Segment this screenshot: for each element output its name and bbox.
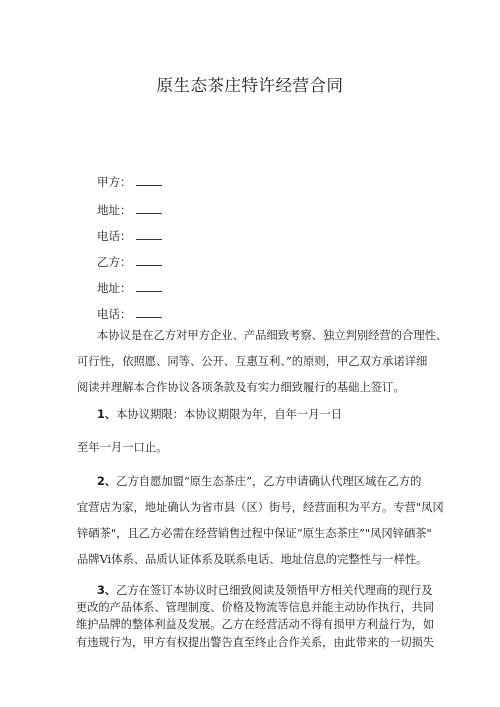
party-b-blank (136, 256, 162, 266)
clause-1-text: 本协议期限：本协议期限为年，自年一月一日 (116, 408, 343, 421)
clause-1-continuation: 至年一月一口止。 (77, 441, 168, 454)
clause-3-text: 乙方在签订本协议时已细致阅读及领悟甲方相关代理商的现行及 (116, 584, 433, 597)
party-a-phone-field (97, 228, 162, 244)
clause-1-number: 1、 (97, 408, 117, 421)
party-b-address-label: 地址： (97, 281, 132, 295)
party-b-phone-label: 电话： (97, 307, 132, 321)
clause-1 (97, 406, 342, 422)
party-a-phone-blank (136, 230, 162, 240)
party-b-label: 乙方： (97, 255, 132, 269)
party-b-address-blank (136, 282, 162, 292)
document-title: 原生态茶庄特许经营合同 (156, 76, 344, 95)
party-b-field (97, 254, 162, 270)
party-b-phone-blank (136, 308, 162, 318)
clause-3-line: 维护品牌的整体利益及发展。乙方在经营活动不得有损甲方利益行为，如 (76, 618, 435, 631)
party-a-blank (136, 176, 162, 186)
party-a-label: 甲方： (97, 175, 132, 189)
clause-2-line: 锌硒茶"，且乙方必需在经营销售过程中保证“原生态茶庄”"凤冈锌硒茶" (77, 527, 432, 540)
clause-2-number: 2、 (97, 475, 117, 488)
intro-line: 阅读并理解本合作协议各项条款及有实力细致履行的基础上签订。 (77, 381, 405, 394)
party-a-field (97, 174, 162, 190)
clause-3-number: 3、 (97, 584, 117, 597)
clause-3-first-line (97, 582, 433, 598)
party-a-address-field (97, 202, 162, 218)
party-b-phone-field (97, 306, 162, 322)
party-b-address-field (97, 280, 162, 296)
intro-line: 可行性，依照愿、同等、公开、互惠互利、”的原则，甲乙双方承诺详细 (77, 355, 428, 368)
party-a-address-blank (136, 204, 162, 214)
clause-3-line: 有违规行为，甲方有权提出警告直至终止合作关系，由此带来的一切损失 (76, 636, 435, 649)
clause-2-line: 宜营店为家，地址确认为省市县（区）街号，经营面积为平方。专营"凤冈 (77, 501, 444, 514)
clause-2-first-line (97, 473, 421, 489)
clause-2-text: 乙方自愿加盟“原生态茶庄”，乙方申请确认代理区域在乙方的 (116, 475, 422, 488)
clause-2-line: 品牌Vi体系、品质认证体系及联系电话、地址信息的完整性与一样性。 (77, 553, 428, 566)
party-a-address-label: 地址： (97, 203, 132, 217)
party-a-phone-label: 电话： (97, 229, 132, 243)
intro-line: 本协议是在乙方对甲方企业、产品细致考察、独立判别经营的合理性、 (97, 329, 448, 342)
clause-3-line: 更改的产品体系、管理制度、价格及物流等信息并能主动协作执行，共同 (76, 601, 435, 614)
